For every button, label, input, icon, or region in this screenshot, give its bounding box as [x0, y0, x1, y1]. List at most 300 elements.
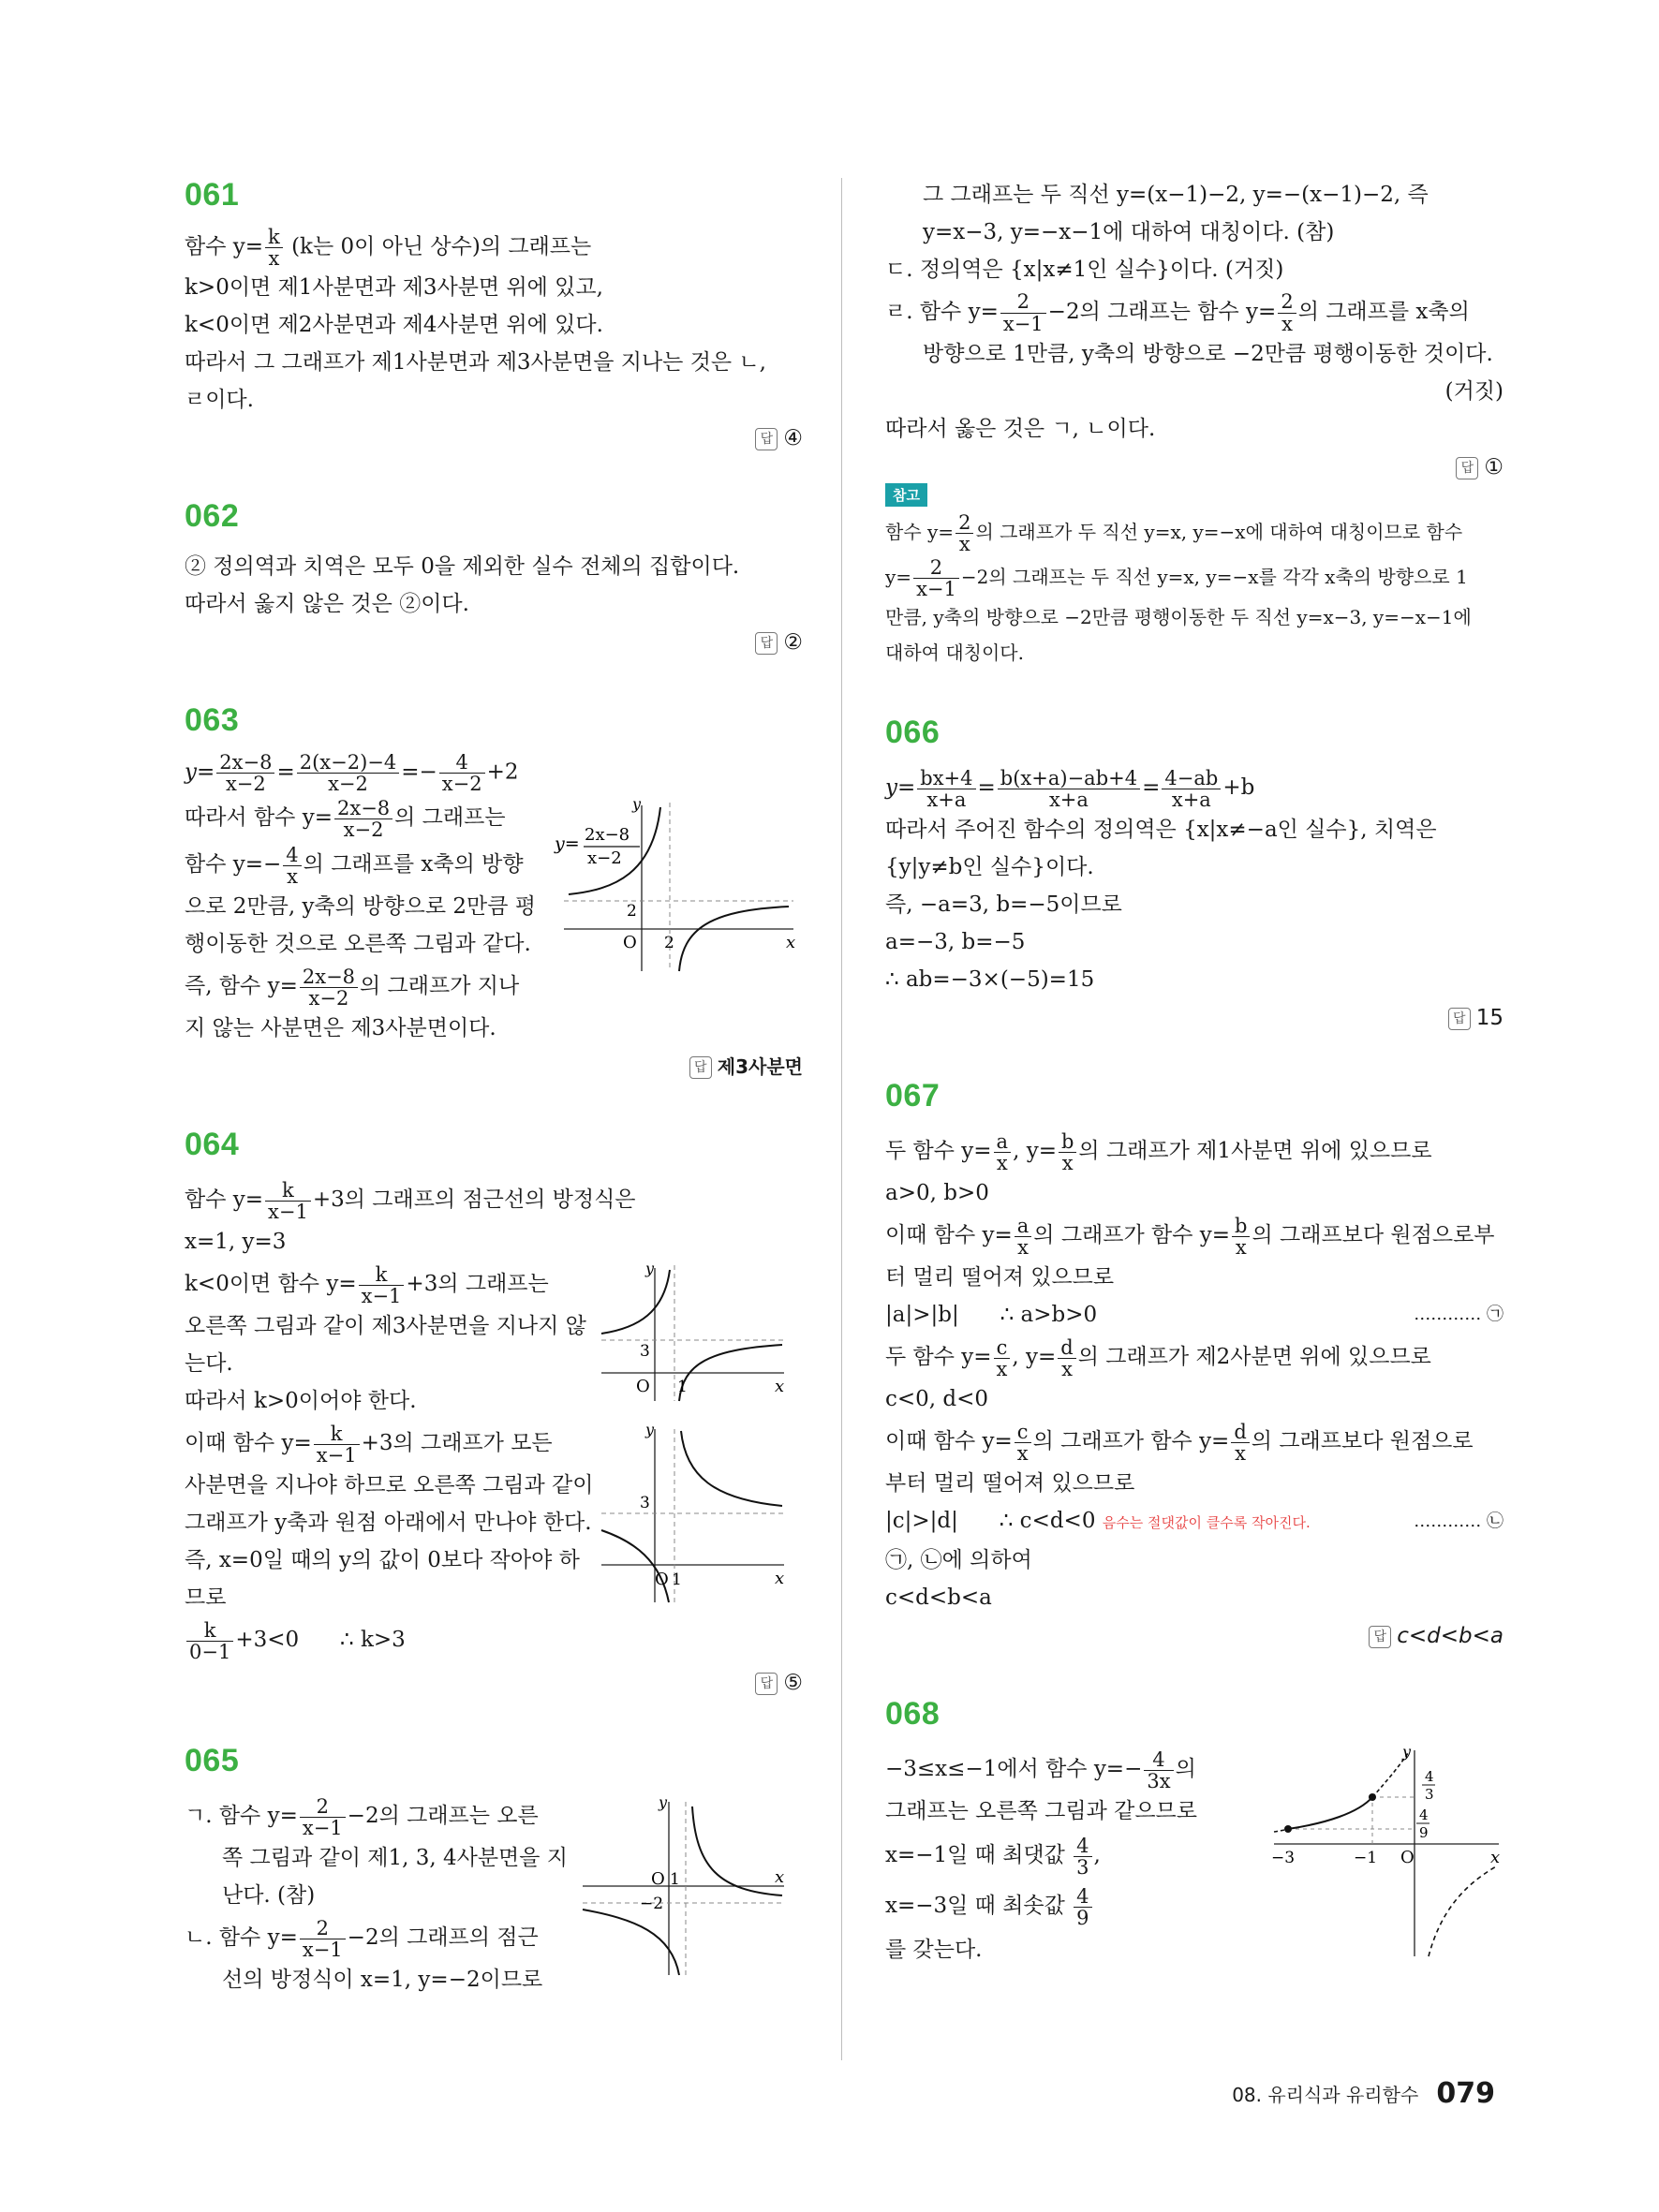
graph-label-numerator: 2x−8 — [585, 825, 630, 846]
text: 의 그래프는 — [394, 805, 506, 831]
x-tick-label: 2 — [664, 934, 674, 953]
text-line — [885, 1880, 1269, 1931]
text-line: 므로 — [185, 1585, 227, 1611]
x-axis-label: x — [775, 1569, 785, 1589]
text-line: 지 않는 사분면은 제3사분면이다. — [185, 1016, 496, 1041]
note-tag: 참고 — [885, 483, 927, 507]
text-line — [185, 841, 559, 888]
fraction — [1015, 1216, 1032, 1258]
answer-value: 15 — [1475, 1006, 1503, 1031]
text-line: 는다. — [185, 1351, 233, 1377]
denominator: x — [1017, 1235, 1029, 1259]
answer-tag: 답 — [1369, 1626, 1391, 1648]
denominator: x — [996, 1357, 1008, 1380]
marker: ………… ㉡ — [1414, 1512, 1503, 1532]
fraction — [283, 845, 301, 887]
problem-067 — [885, 1077, 1503, 1652]
y-axis-label: y — [645, 1421, 655, 1439]
fraction — [1058, 1337, 1075, 1379]
numerator: 2 — [1000, 291, 1046, 313]
text-line: 방향으로 1만큼, y축의 방향으로 −2만큼 평행이동한 것이다. — [923, 342, 1493, 366]
text: 즉, 함수 y= — [185, 974, 298, 999]
answer-value: ② — [783, 630, 803, 656]
origin-label: O — [636, 1377, 650, 1397]
page-footer — [1232, 2077, 1495, 2110]
text-line: 를 갖는다. — [885, 1938, 983, 1963]
answer-value: 제3사분면 — [717, 1055, 803, 1079]
text-line — [885, 1296, 1503, 1334]
numerator: 2x−8 — [334, 798, 393, 819]
text-line: 행이동한 것으로 오른쪽 그림과 같다. — [185, 932, 531, 957]
note-line: 대하여 대칭이다. — [885, 641, 1024, 665]
fraction — [955, 512, 973, 554]
text-and-graph — [185, 1792, 803, 1998]
denominator: x — [1061, 1357, 1073, 1380]
numerator: 2 — [300, 1918, 346, 1939]
text: 함수 y= — [185, 1187, 264, 1213]
numerator: d — [1058, 1337, 1075, 1359]
text: , y= — [1013, 1139, 1057, 1164]
y-tick-numerator: 4 — [1419, 1806, 1429, 1824]
text: |c|>|d| ∴ c<d<0 — [885, 1509, 1096, 1534]
note-box — [885, 483, 1503, 671]
answer — [185, 1667, 803, 1699]
graph-065 — [578, 1792, 793, 1980]
fraction — [1278, 291, 1296, 333]
text-line: 부터 멀리 떨어져 있으므로 — [885, 1471, 1135, 1497]
numerator: 4 — [1144, 1749, 1173, 1771]
fraction — [439, 752, 485, 794]
denominator: x — [958, 533, 970, 556]
text-line: {y|y≠b인 실수}이다. — [885, 855, 1094, 880]
curve-solid — [1288, 1797, 1372, 1829]
denominator: x — [996, 1151, 1008, 1174]
text: 의 — [1175, 1757, 1196, 1782]
denominator: 9 — [1076, 1906, 1089, 1929]
text-line — [885, 288, 1503, 335]
denominator: x+a — [1171, 788, 1211, 811]
text: , — [1093, 1843, 1101, 1868]
text-line — [885, 1746, 1269, 1792]
page-number: 079 — [1436, 2077, 1495, 2110]
fraction — [913, 557, 959, 599]
problem-063 — [185, 701, 803, 1083]
origin-label: O — [623, 933, 637, 953]
numerator: k — [265, 1180, 311, 1202]
y-tick-label: 3 — [640, 1342, 650, 1362]
denominator: x — [268, 247, 280, 271]
text: x=−1일 때 최댓값 — [885, 1843, 1073, 1868]
text-line — [885, 1830, 1269, 1880]
text: ㄱ. 함수 y= — [185, 1804, 298, 1829]
text-and-graph — [885, 1743, 1503, 1969]
text: x=−3일 때 최솟값 — [885, 1894, 1073, 1919]
text-area — [185, 1792, 578, 1998]
problem-065 — [185, 1742, 803, 1998]
fraction — [917, 768, 975, 810]
denominator: x−1 — [361, 1284, 402, 1307]
fraction — [186, 1620, 233, 1662]
denominator: x−1 — [1002, 312, 1044, 335]
text: 이때 함수 y= — [185, 1431, 312, 1456]
text-line — [185, 963, 559, 1010]
min-point — [1284, 1825, 1292, 1833]
right-column — [885, 176, 1503, 1969]
text: y= — [185, 759, 215, 785]
text-line — [885, 1334, 1503, 1380]
text: 의 그래프보다 원점으로부 — [1252, 1223, 1495, 1248]
text: k<0이면 함수 y= — [185, 1272, 357, 1297]
text: 함수 y= — [885, 521, 955, 544]
text-line: ∴ ab=−3×(−5)=15 — [885, 967, 1095, 993]
problem-061 — [185, 176, 803, 454]
text: +3의 그래프는 — [406, 1272, 549, 1297]
origin-label: O — [1400, 1848, 1415, 1868]
answer — [185, 1051, 803, 1083]
fraction — [998, 768, 1140, 810]
denominator: 3 — [1076, 1855, 1089, 1879]
text: +2 — [486, 759, 519, 785]
denominator: x — [1235, 1441, 1246, 1465]
text-line: 쪽 그림과 같이 제1, 3, 4사분면을 지 — [222, 1846, 569, 1871]
y-tick-label: 3 — [640, 1494, 650, 1513]
fraction — [1144, 1749, 1173, 1792]
text-line: ㉠, ㉡에 의하여 — [885, 1548, 1032, 1573]
denominator: x−1 — [916, 578, 956, 601]
text-line: a>0, b>0 — [885, 1181, 989, 1206]
text-line: c<0, d<0 — [885, 1387, 989, 1412]
text-line: k>0이면 제1사분면과 제3사분면 위에 있고, — [185, 275, 603, 301]
text-line — [185, 1420, 597, 1467]
fraction — [359, 1264, 405, 1306]
text: −3≤x≤−1에서 함수 y=− — [885, 1757, 1143, 1782]
numerator: 2(x−2)−4 — [297, 752, 400, 774]
denominator: 3x — [1147, 1769, 1171, 1792]
text: −2의 그래프는 두 직선 y=x, y=−x를 각각 x축의 방향으로 1 — [960, 566, 1468, 589]
text: = — [977, 775, 996, 801]
column-divider — [841, 178, 842, 2060]
text: −2의 그래프는 함수 y= — [1047, 300, 1277, 324]
text-line: 따라서 주어진 함수의 정의역은 {x|x≠−a인 실수}, 치역은 — [885, 818, 1437, 843]
text-line — [185, 1792, 578, 1839]
origin-label: O — [651, 1869, 665, 1890]
note-line — [885, 512, 1503, 554]
x-axis-label: x — [786, 933, 796, 953]
numerator: k — [314, 1423, 360, 1445]
text: 의 그래프보다 원점으로 — [1251, 1429, 1474, 1454]
text-line: 그래프가 y축과 원점 아래에서 만나야 한다. — [185, 1511, 592, 1536]
problem-068 — [885, 1695, 1503, 1969]
problem-number: 066 — [885, 715, 941, 751]
text-line: 난다. (참) — [222, 1883, 316, 1909]
text-line — [885, 1212, 1503, 1259]
text: 의 그래프가 제2사분면 위에 있으므로 — [1077, 1345, 1431, 1370]
denominator: x+a — [926, 788, 967, 811]
text-line: x=1, y=3 — [185, 1230, 287, 1255]
problem-066 — [885, 714, 1503, 1034]
x-tick-label: 1 — [677, 1378, 688, 1397]
problem-number: 061 — [185, 177, 240, 213]
denominator: x — [1281, 312, 1293, 335]
denominator: x−1 — [302, 1938, 343, 1961]
denominator: x−1 — [316, 1443, 357, 1467]
problem-number: 068 — [885, 1696, 941, 1733]
text: ㄹ. 함수 y= — [885, 300, 999, 324]
fraction — [216, 752, 274, 794]
text-line: ② 정의역과 치역은 모두 0을 제외한 실수 전체의 집합이다. — [185, 554, 740, 580]
numerator: 4 — [439, 752, 485, 774]
text-line: 사분면을 지나야 하므로 오른쪽 그림과 같이 — [185, 1473, 594, 1498]
y-axis-label: y — [1402, 1743, 1412, 1762]
fraction — [1074, 1836, 1091, 1878]
fraction — [265, 227, 283, 269]
text: 함수 y= — [185, 234, 264, 259]
x-tick-label: 1 — [670, 1870, 680, 1890]
text-line: 그 그래프는 두 직선 y=(x−1)−2, y=−(x−1)−2, 즉 — [923, 183, 1429, 207]
text: 의 그래프가 함수 y= — [1032, 1429, 1230, 1454]
max-point — [1369, 1793, 1376, 1801]
fraction — [994, 1337, 1011, 1379]
text: 의 그래프를 x축의 — [1297, 300, 1470, 324]
text-area — [185, 1261, 597, 1420]
graph-label: y= — [555, 833, 580, 855]
graph-label-denominator: x−2 — [587, 848, 622, 869]
text-line: (거짓) — [1444, 379, 1503, 404]
curve-left-branch — [601, 1270, 670, 1334]
numerator: 2 — [913, 557, 959, 579]
text: 의 그래프가 제1사분면 위에 있으므로 — [1078, 1139, 1432, 1164]
fraction — [300, 1796, 346, 1838]
fraction — [1074, 1886, 1091, 1928]
equation — [885, 764, 1503, 811]
curve-right-branch — [681, 1431, 782, 1506]
denominator: 0−1 — [189, 1640, 231, 1663]
x-tick-label: −1 — [1354, 1849, 1378, 1868]
numerator: k — [186, 1620, 233, 1642]
problem-number: 063 — [185, 702, 240, 739]
fraction — [1000, 291, 1046, 333]
denominator: x — [1016, 1441, 1029, 1465]
numerator: a — [1015, 1216, 1032, 1237]
chapter-title: 08. 유리식과 유리함수 — [1232, 2084, 1419, 2106]
numerator: 4 — [1074, 1886, 1091, 1908]
numerator: k — [265, 227, 283, 248]
text: y= — [885, 566, 912, 589]
text: 함수 y=− — [185, 852, 282, 877]
text-and-graph — [185, 794, 803, 1047]
curve-left-branch — [583, 1910, 679, 1975]
text: = — [276, 759, 295, 785]
problem-number: 062 — [185, 498, 240, 535]
y-tick-label: 2 — [627, 902, 637, 922]
graph-064-a — [597, 1261, 793, 1410]
problem-062 — [185, 497, 803, 658]
fraction — [297, 752, 400, 794]
text: 이때 함수 y= — [885, 1429, 1013, 1454]
answer — [185, 627, 803, 658]
fraction — [300, 1918, 346, 1960]
answer — [185, 422, 803, 454]
fraction — [1231, 1422, 1249, 1464]
marker: ………… ㉠ — [1414, 1305, 1503, 1325]
problem-number: 067 — [885, 1078, 941, 1114]
numerator: 2x−8 — [216, 752, 274, 774]
y-tick-denominator: 9 — [1419, 1824, 1429, 1842]
text: 두 함수 y= — [885, 1139, 992, 1164]
fraction — [994, 1131, 1012, 1173]
text: 의 그래프가 지나 — [360, 974, 520, 999]
text-line: k<0이면 제2사분면과 제4사분면 위에 있다. — [185, 313, 603, 338]
text-line — [185, 1176, 803, 1223]
denominator: x−2 — [225, 773, 266, 796]
x-axis-label: x — [1490, 1848, 1501, 1868]
y-tick-denominator: 3 — [1425, 1786, 1434, 1804]
text-line: a=−3, b=−5 — [885, 930, 1026, 955]
text: +3의 그래프가 모든 — [361, 1431, 553, 1456]
denominator: x−2 — [441, 773, 482, 796]
text-line — [185, 227, 803, 269]
fraction — [1232, 1216, 1250, 1258]
answer-tag: 답 — [1448, 1008, 1471, 1030]
origin-label: O — [655, 1570, 669, 1590]
text: −2의 그래프의 점근 — [347, 1925, 539, 1951]
numerator: bx+4 — [917, 768, 975, 789]
graph-063 — [555, 795, 803, 976]
text-line: ㄷ. 정의역은 {x|x≠1인 실수}이다. (거짓) — [885, 258, 1284, 282]
text-line — [885, 1502, 1503, 1541]
remark: 음수는 절댓값이 클수록 작아진다. — [1102, 1514, 1311, 1532]
numerator: k — [359, 1264, 405, 1286]
text: +3<0 ∴ k>3 — [235, 1628, 406, 1653]
text-line: c<d<b<a — [885, 1585, 992, 1611]
answer — [885, 1620, 1503, 1652]
text: = — [1142, 775, 1161, 801]
denominator: x+a — [1048, 788, 1089, 811]
problem-064 — [185, 1126, 803, 1699]
problem-065-continued — [885, 176, 1503, 671]
text-line: 따라서 옳지 않은 것은 ②이다. — [185, 592, 469, 617]
text: y= — [885, 775, 916, 801]
numerator: b — [1059, 1131, 1076, 1153]
text-area — [185, 794, 559, 1047]
text: 따라서 함수 y= — [185, 805, 333, 831]
text-line — [185, 1914, 578, 1961]
answer-tag: 답 — [1456, 457, 1478, 479]
numerator: b(x+a)−ab+4 — [998, 768, 1140, 789]
denominator: x−2 — [308, 986, 349, 1010]
text-and-graph — [185, 1420, 803, 1663]
curve-right-branch — [692, 1806, 785, 1895]
numerator: 4 — [1074, 1836, 1091, 1857]
left-column — [185, 176, 803, 1998]
text: |a|>|b| ∴ a>b>0 — [885, 1303, 1098, 1328]
text-line: 으로 2만큼, y축의 방향으로 2만큼 평 — [185, 894, 536, 920]
answer-value: ④ — [783, 426, 803, 451]
text: 의 그래프가 함수 y= — [1033, 1223, 1231, 1248]
numerator: 2 — [1278, 291, 1296, 313]
numerator: 4−ab — [1162, 768, 1221, 789]
text-line: 따라서 옳은 것은 ㄱ, ㄴ이다. — [885, 417, 1156, 441]
fraction — [1015, 1422, 1031, 1464]
text: , y= — [1012, 1345, 1057, 1370]
numerator: 2x−8 — [300, 966, 358, 988]
note-line — [885, 554, 1503, 599]
text-line: 즉, −a=3, b=−5이므로 — [885, 892, 1122, 918]
x-tick-label: 1 — [672, 1571, 682, 1590]
numerator: 4 — [283, 845, 301, 866]
y-tick-label: −2 — [640, 1895, 664, 1914]
text-line: 터 멀리 떨어져 있으므로 — [885, 1265, 1115, 1290]
answer-value: ⑤ — [783, 1671, 803, 1696]
denominator: x−1 — [302, 1816, 343, 1839]
answer-tag: 답 — [755, 632, 778, 655]
y-tick-numerator: 4 — [1425, 1768, 1434, 1786]
text: ㄴ. 함수 y= — [185, 1925, 298, 1951]
text-line — [885, 1128, 1503, 1174]
x-tick-label: −3 — [1271, 1849, 1296, 1868]
curve-left-branch — [601, 1530, 669, 1602]
text-and-graph — [185, 1261, 803, 1420]
fraction — [1059, 1131, 1076, 1173]
denominator: x — [1061, 1151, 1074, 1174]
text-line: 오른쪽 그림과 같이 제3사분면을 지나지 않 — [185, 1314, 586, 1339]
text: (k는 0이 아닌 상수)의 그래프는 — [291, 234, 592, 259]
text: 이때 함수 y= — [885, 1223, 1013, 1248]
answer-value: ① — [1484, 455, 1503, 479]
text: +b — [1222, 775, 1255, 801]
text-line: 따라서 그 그래프가 제1사분면과 제3사분면을 지나는 것은 ㄴ, — [185, 350, 766, 376]
denominator: x — [1235, 1235, 1247, 1259]
fraction — [334, 798, 393, 840]
numerator: 2 — [955, 512, 973, 534]
numerator: c — [1015, 1422, 1031, 1443]
numerator: a — [994, 1131, 1012, 1153]
fraction — [265, 1180, 311, 1222]
text-line: 따라서 k>0이어야 한다. — [185, 1389, 417, 1414]
curve-dashed-right — [1429, 1865, 1498, 1956]
numerator: 2 — [300, 1796, 346, 1818]
fraction — [300, 966, 358, 1009]
text: =− — [401, 759, 437, 785]
answer-tag: 답 — [755, 428, 778, 450]
text: 의 그래프가 두 직선 y=x, y=−x에 대하여 대칭이므로 함수 — [975, 521, 1463, 544]
numerator: d — [1231, 1422, 1249, 1443]
text-area — [885, 1746, 1269, 1969]
answer-tag: 답 — [755, 1673, 778, 1695]
text-line — [885, 1418, 1503, 1465]
equation — [185, 752, 803, 794]
text-line — [185, 1261, 597, 1307]
text-area — [185, 1420, 597, 1663]
graph-064-b — [597, 1420, 793, 1607]
text: 두 함수 y= — [885, 1345, 992, 1370]
y-axis-label: y — [659, 1793, 668, 1812]
text-line: 선의 방정식이 x=1, y=−2이므로 — [222, 1968, 543, 1993]
denominator: x — [287, 864, 298, 888]
graph-068 — [1269, 1743, 1503, 1961]
numerator: b — [1232, 1216, 1250, 1237]
text: 의 그래프를 x축의 방향 — [303, 852, 524, 877]
fraction — [1162, 768, 1221, 810]
answer-tag: 답 — [689, 1056, 712, 1079]
denominator: x−2 — [343, 818, 384, 841]
denominator: x−1 — [268, 1200, 308, 1223]
y-axis-label: y — [645, 1260, 655, 1278]
text-line: ㄹ이다. — [185, 388, 254, 413]
text-group — [885, 1502, 1311, 1541]
text-line: 즉, x=0일 때의 y의 값이 0보다 작아야 하 — [185, 1548, 580, 1573]
text-line — [185, 794, 559, 841]
